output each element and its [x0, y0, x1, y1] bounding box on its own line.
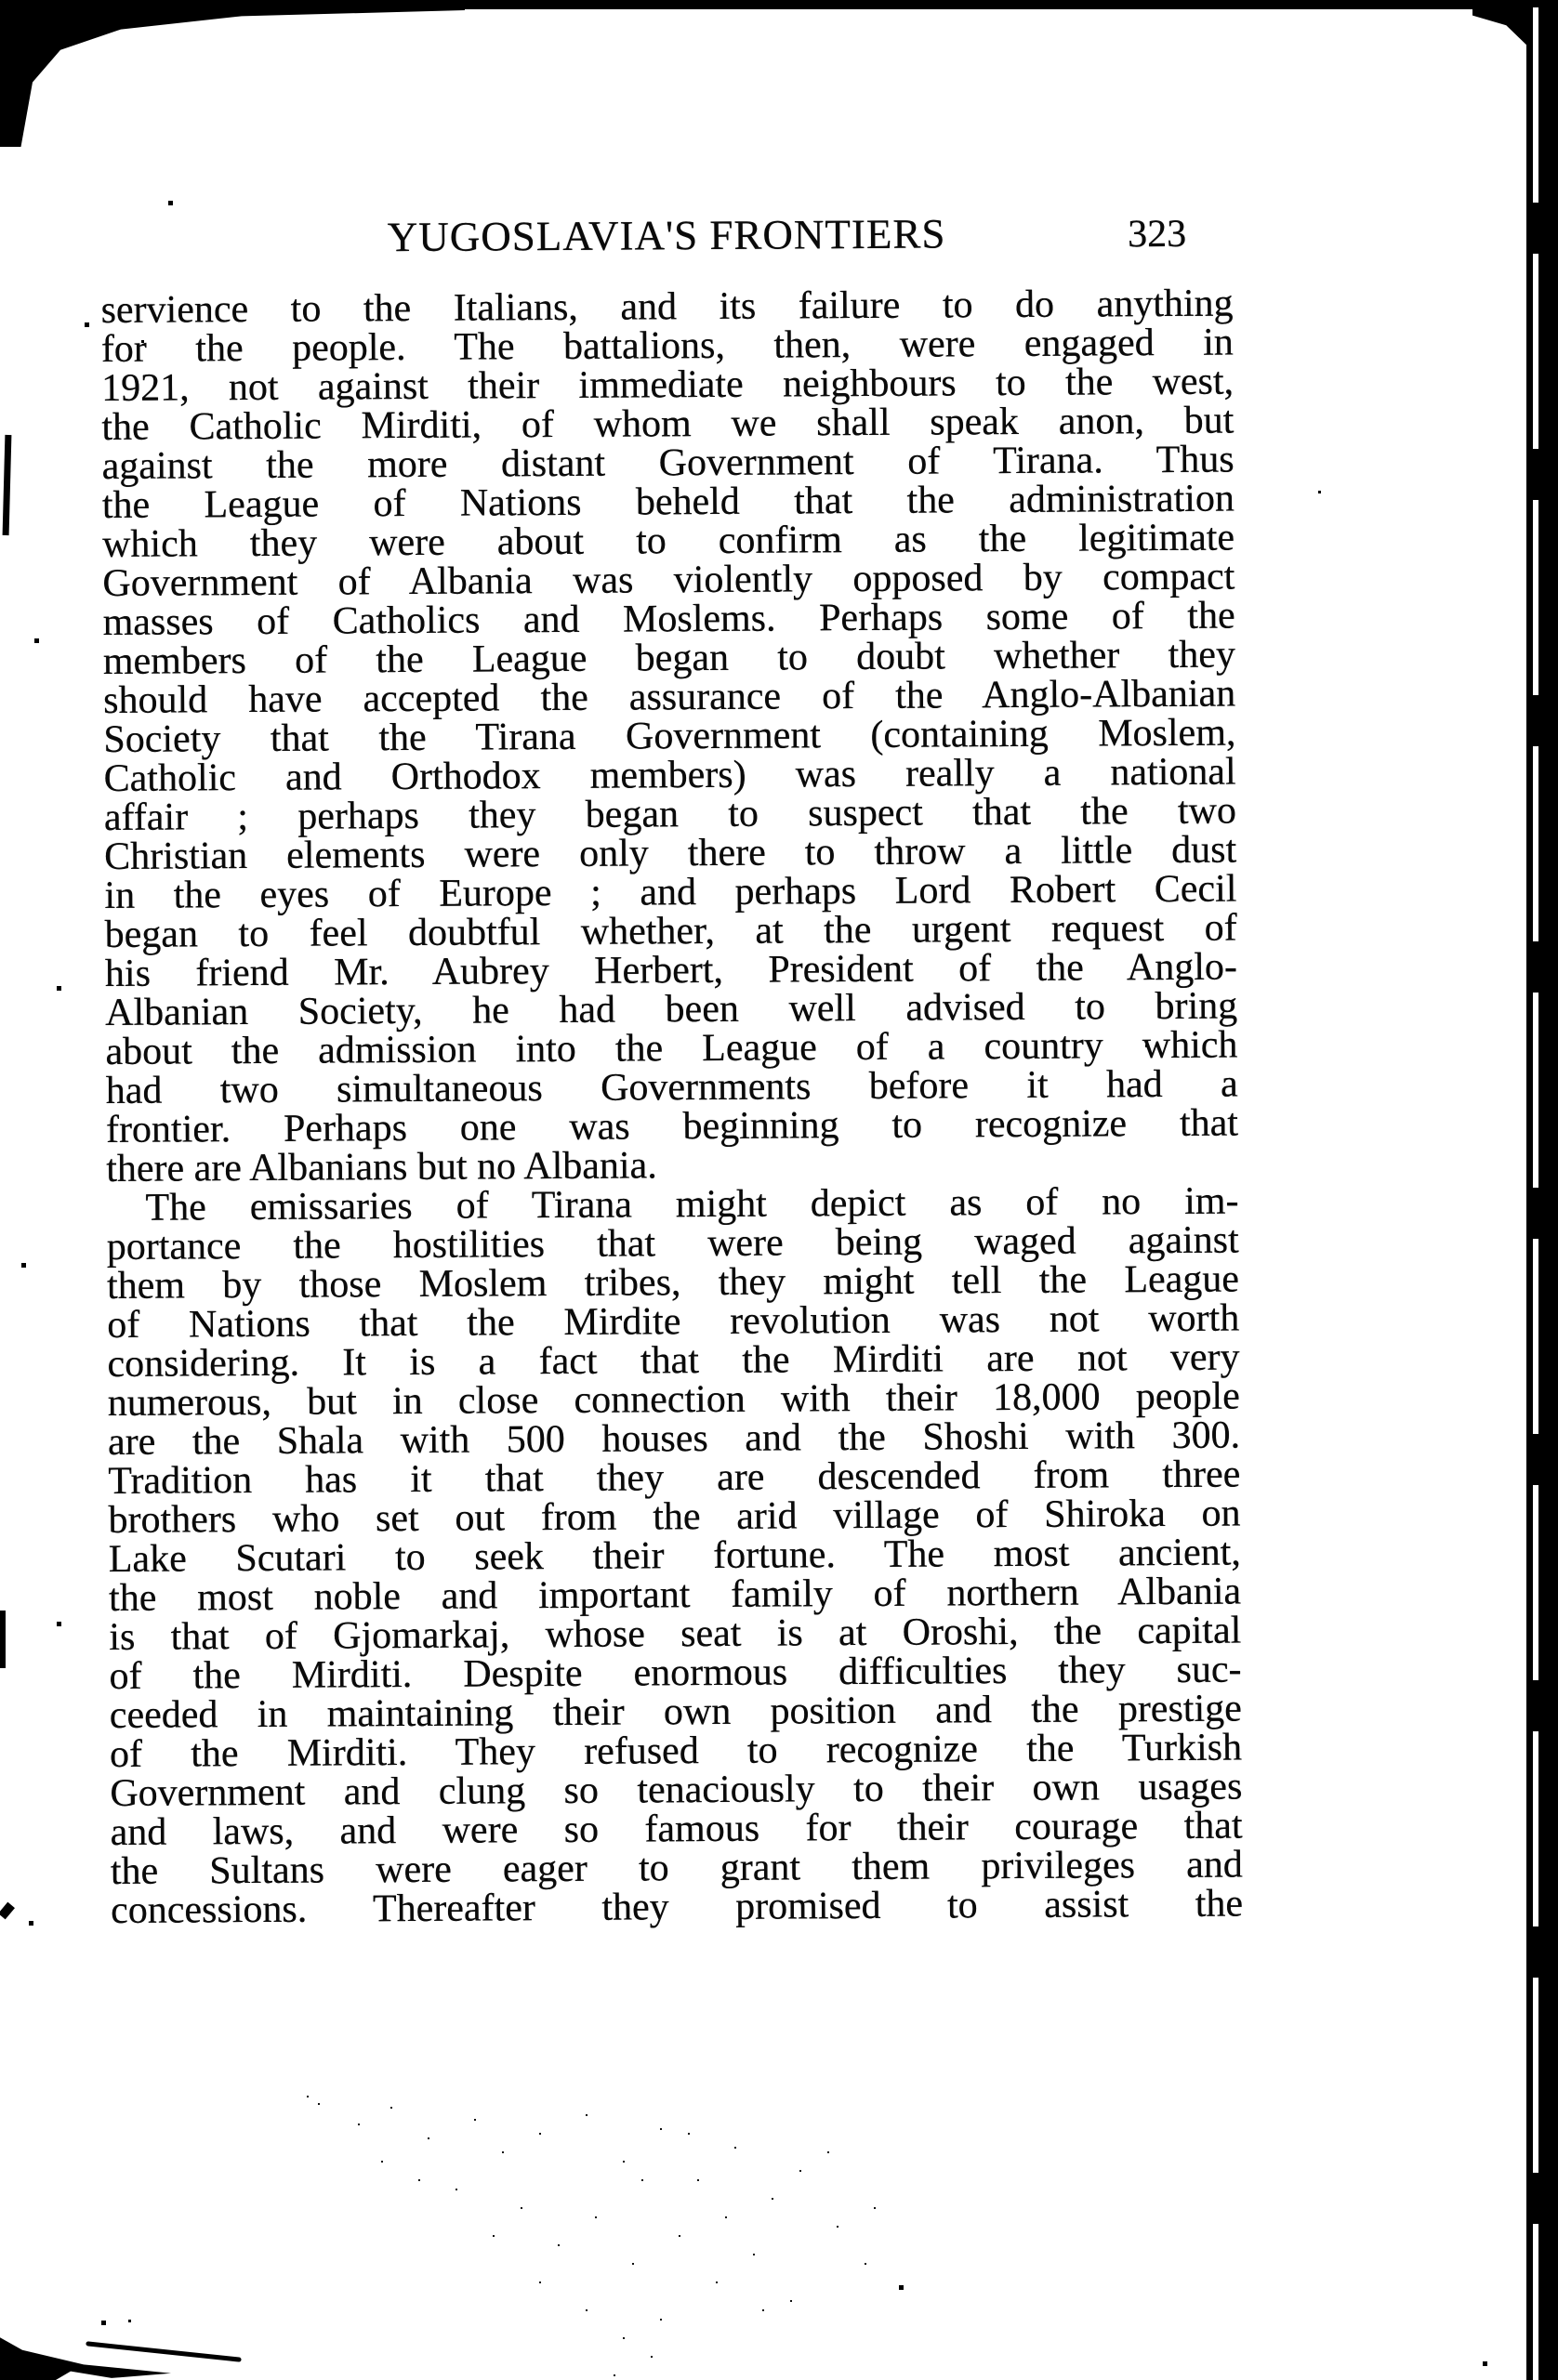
text-line: servience to the Italians, and its failure to do anything — [100, 282, 1234, 332]
text-line: which they were about to confirm as the legitimate — [102, 516, 1235, 566]
paragraph — [100, 284, 1238, 1189]
text-line: began to feel doubtful whether, at the urgent request of — [104, 906, 1237, 956]
text-line: in the eyes of Europe ; and perhaps Lord Robert Cecil — [104, 867, 1237, 917]
paragraph — [106, 1179, 1244, 1932]
text-line: had two simultaneous Governments before it had a — [105, 1062, 1238, 1112]
text-line: them by those Moslem tribes, they might tell the League — [106, 1257, 1240, 1308]
running-header — [100, 211, 1233, 260]
text-line: masses of Catholics and Moslems. Perhaps some of the — [102, 594, 1235, 644]
text-line: Christian elements were only there to throw a little dust — [104, 828, 1237, 878]
page-title: YUGOSLAVIA'S FRONTIERS — [387, 210, 946, 261]
text-line: considering. It is a fact that the Mirditi are not very — [107, 1335, 1240, 1386]
text-line: concessions. Thereafter they promised to assist the — [110, 1882, 1244, 1932]
scan-artifact-right-edge-streaks — [1532, 7, 1538, 2380]
text-line: for the people. The battalions, then, were engaged in — [100, 321, 1234, 371]
text-line: Government of Albania was violently opposed by compact — [102, 555, 1235, 605]
text-line: the League of Nations beheld that the administration — [101, 477, 1235, 527]
text-line: against the more distant Government of Tirana. Thus — [101, 438, 1235, 488]
text-line: should have accepted the assurance of the Anglo-Albanian — [103, 672, 1236, 722]
text-line: The emissaries of Tirana might depict as of no im- — [145, 1179, 1239, 1229]
text-line: members of the League began to doubt whether they — [102, 633, 1236, 683]
text-line: portance the hostilities that were being waged against — [106, 1218, 1239, 1269]
text-line: ceeded in maintaining their own position and the prestige — [109, 1687, 1242, 1737]
scan-artifact-margin-mark — [0, 1611, 6, 1668]
text-line: affair ; perhaps they began to suspect that the two — [103, 789, 1237, 839]
text-line: of the Mirditi. Despite enormous difficulties they suc- — [109, 1648, 1242, 1698]
text-line: Catholic and Orthodox members) was really a national — [103, 750, 1236, 800]
scan-artifact-bottom-left-streak — [86, 2341, 242, 2362]
text-line: are the Shala with 500 houses and the Shoshi with 300. — [107, 1414, 1241, 1464]
text-line: there are Albanians but no Albania. — [106, 1144, 657, 1190]
text-line: and laws, and were so famous for their courage that — [110, 1804, 1243, 1854]
text-line: brothers who set out from the arid village of Shiroka on — [108, 1492, 1241, 1542]
text-line: numerous, but in close connection with their 18,000 people — [107, 1374, 1240, 1425]
text-line: the Sultans were eager to grant them privileges and — [110, 1843, 1243, 1893]
text-line: frontier. Perhaps one was beginning to recognize that — [105, 1101, 1239, 1151]
text-line: of the Mirditi. They refused to recognize the Turkish — [109, 1726, 1243, 1776]
page-number: 323 — [1127, 212, 1187, 256]
scan-artifact-margin-mark — [0, 1902, 15, 1920]
text-line: of Nations that the Mirdite revolution was not worth — [107, 1296, 1240, 1347]
text-block — [100, 284, 1243, 1930]
text-line: Tradition has it that they are descended from three — [108, 1453, 1241, 1503]
text-line: the Catholic Mirditi, of whom we shall speak anon, but — [101, 399, 1235, 449]
text-line: about the admission into the League of a country which — [105, 1023, 1238, 1073]
text-line: Albanian Society, he had been well advised to bring — [105, 984, 1238, 1034]
text-line: Government and clung so tenaciously to their own usages — [110, 1765, 1243, 1815]
scan-artifact-top-left-shadow — [0, 0, 465, 147]
text-line: the most noble and important family of northern Albania — [108, 1570, 1242, 1620]
scan-artifact-speckle-cloud — [307, 2096, 309, 2097]
text-line: Lake Scutari to seek their fortune. The most ancient, — [108, 1531, 1241, 1581]
scan-artifact-bottom-left-shadow — [0, 2332, 186, 2380]
text-line: Society that the Tirana Government (containing Moslem, — [103, 711, 1236, 761]
text-line: his friend Mr. Aubrey Herbert, President of the Anglo- — [104, 945, 1238, 995]
page-content — [100, 211, 1243, 1930]
text-line: is that of Gjomarkaj, whose seat is at Oroshi, the capital — [109, 1609, 1242, 1659]
scan-artifact-margin-mark — [3, 435, 12, 535]
scan-artifact-ink-specks — [0, 0, 3, 3]
text-line: 1921, not against their immediate neighbours to the west, — [100, 360, 1235, 410]
scan-artifact-top-right-corner — [1472, 7, 1534, 52]
